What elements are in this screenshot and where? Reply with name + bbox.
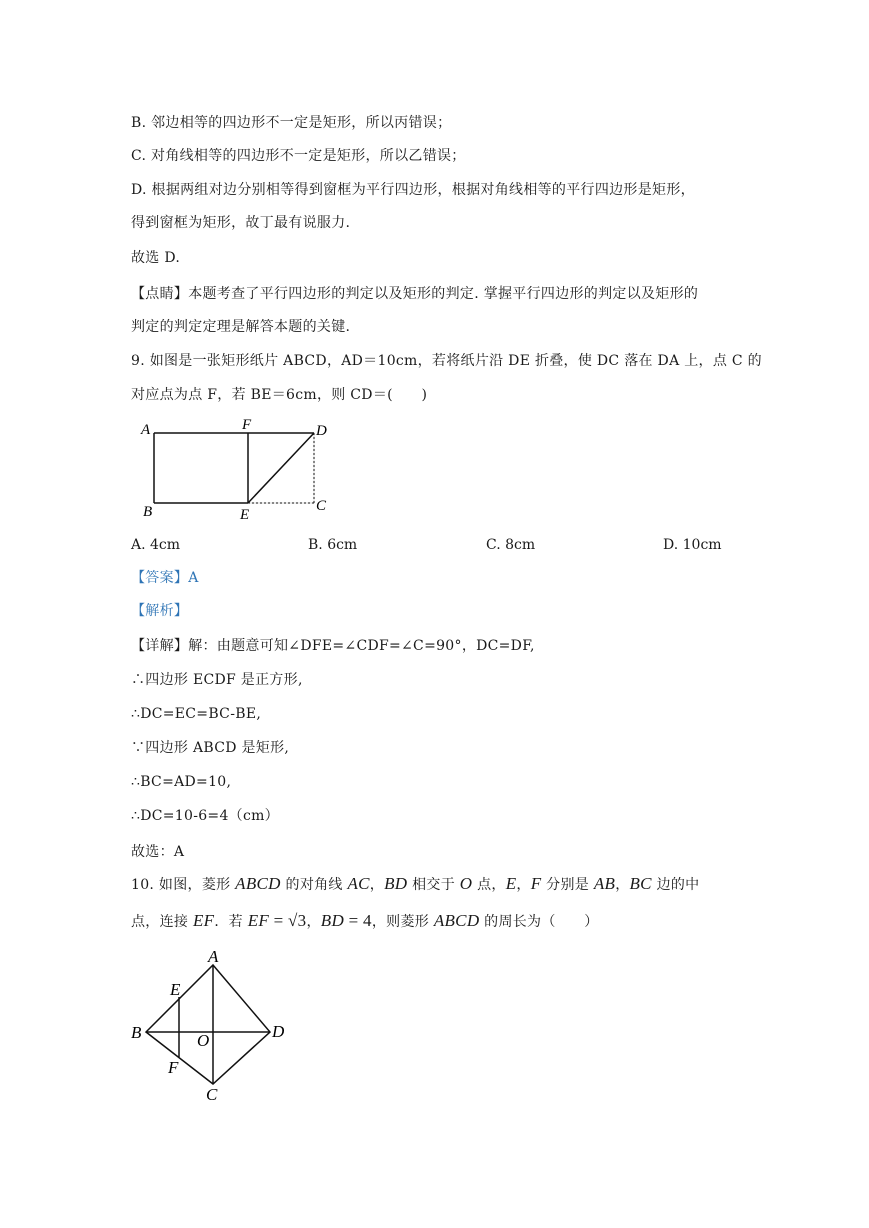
label-d: D: [316, 423, 327, 439]
question-9-line: 9. 如图是一张矩形纸片 ABCD，AD＝10cm，若将纸片沿 DE 折叠，使 DC 落在 DA 上，点 C 的: [131, 353, 762, 369]
option-b: B. 6cm: [308, 537, 358, 553]
question-9-line: 对应点为点 F，若 BE＝6cm，则 CD＝( ): [131, 387, 428, 403]
option-a: A. 4cm: [131, 537, 181, 553]
question-10-line: 点，连接 EF．若 EF = √3，BD = 4，则菱形 ABCD 的周长为（ ）: [131, 911, 599, 930]
text-line: 判定的判定定理是解答本题的关键.: [131, 319, 351, 335]
label-a: A: [141, 422, 151, 438]
analysis-label: 【解析】: [131, 603, 189, 619]
label-d: D: [272, 1022, 285, 1041]
text-line: D. 根据两组对边分别相等得到窗框为平行四边形，根据对角线相等的平行四边形是矩形，: [131, 182, 695, 198]
option-d: D. 10cm: [663, 537, 722, 553]
solution-line: ∴BC=AD=10,: [131, 774, 232, 790]
text-line: 【点睛】本题考查了平行四边形的判定以及矩形的判定. 掌握平行四边形的判定以及矩形的: [131, 286, 699, 302]
label-e: E: [240, 507, 250, 523]
option-c: C. 8cm: [486, 537, 536, 553]
text-line: B. 邻边相等的四边形不一定是矩形，所以丙错误；: [131, 115, 452, 131]
solution-line: ∴DC=EC=BC-BE,: [131, 706, 262, 722]
label-a: A: [208, 947, 219, 966]
label-e: E: [170, 980, 181, 999]
label-f: F: [242, 417, 252, 433]
label-b: B: [131, 1023, 142, 1042]
label-f: F: [168, 1058, 179, 1077]
figure-rectangle-abcd: [135, 413, 335, 523]
solution-line: 【详解】解：由题意可知∠DFE=∠CDF=∠C=90°，DC=DF,: [131, 638, 535, 654]
question-10-line: 10. 如图，菱形 ABCD 的对角线 AC，BD 相交于 O 点，E，F 分别是 AB，BC 边的中: [131, 874, 700, 893]
answer-label: 【答案】A: [131, 570, 199, 586]
text-line: C. 对角线相等的四边形不一定是矩形，所以乙错误；: [131, 148, 466, 164]
solution-line: 故选：A: [131, 844, 185, 860]
label-o: O: [197, 1031, 210, 1050]
text-line: 故选 D.: [131, 250, 181, 266]
label-b: B: [143, 504, 153, 520]
text-line: 得到窗框为矩形，故丁最有说服力.: [131, 215, 351, 231]
figure-rhombus-abcd: [125, 945, 300, 1105]
solution-line: ∴四边形 ECDF 是正方形,: [131, 672, 303, 688]
solution-line: ∵四边形 ABCD 是矩形,: [131, 740, 290, 756]
label-c: C: [316, 498, 327, 514]
label-c: C: [206, 1085, 218, 1104]
solution-line: ∴DC=10-6=4（cm）: [131, 808, 279, 824]
